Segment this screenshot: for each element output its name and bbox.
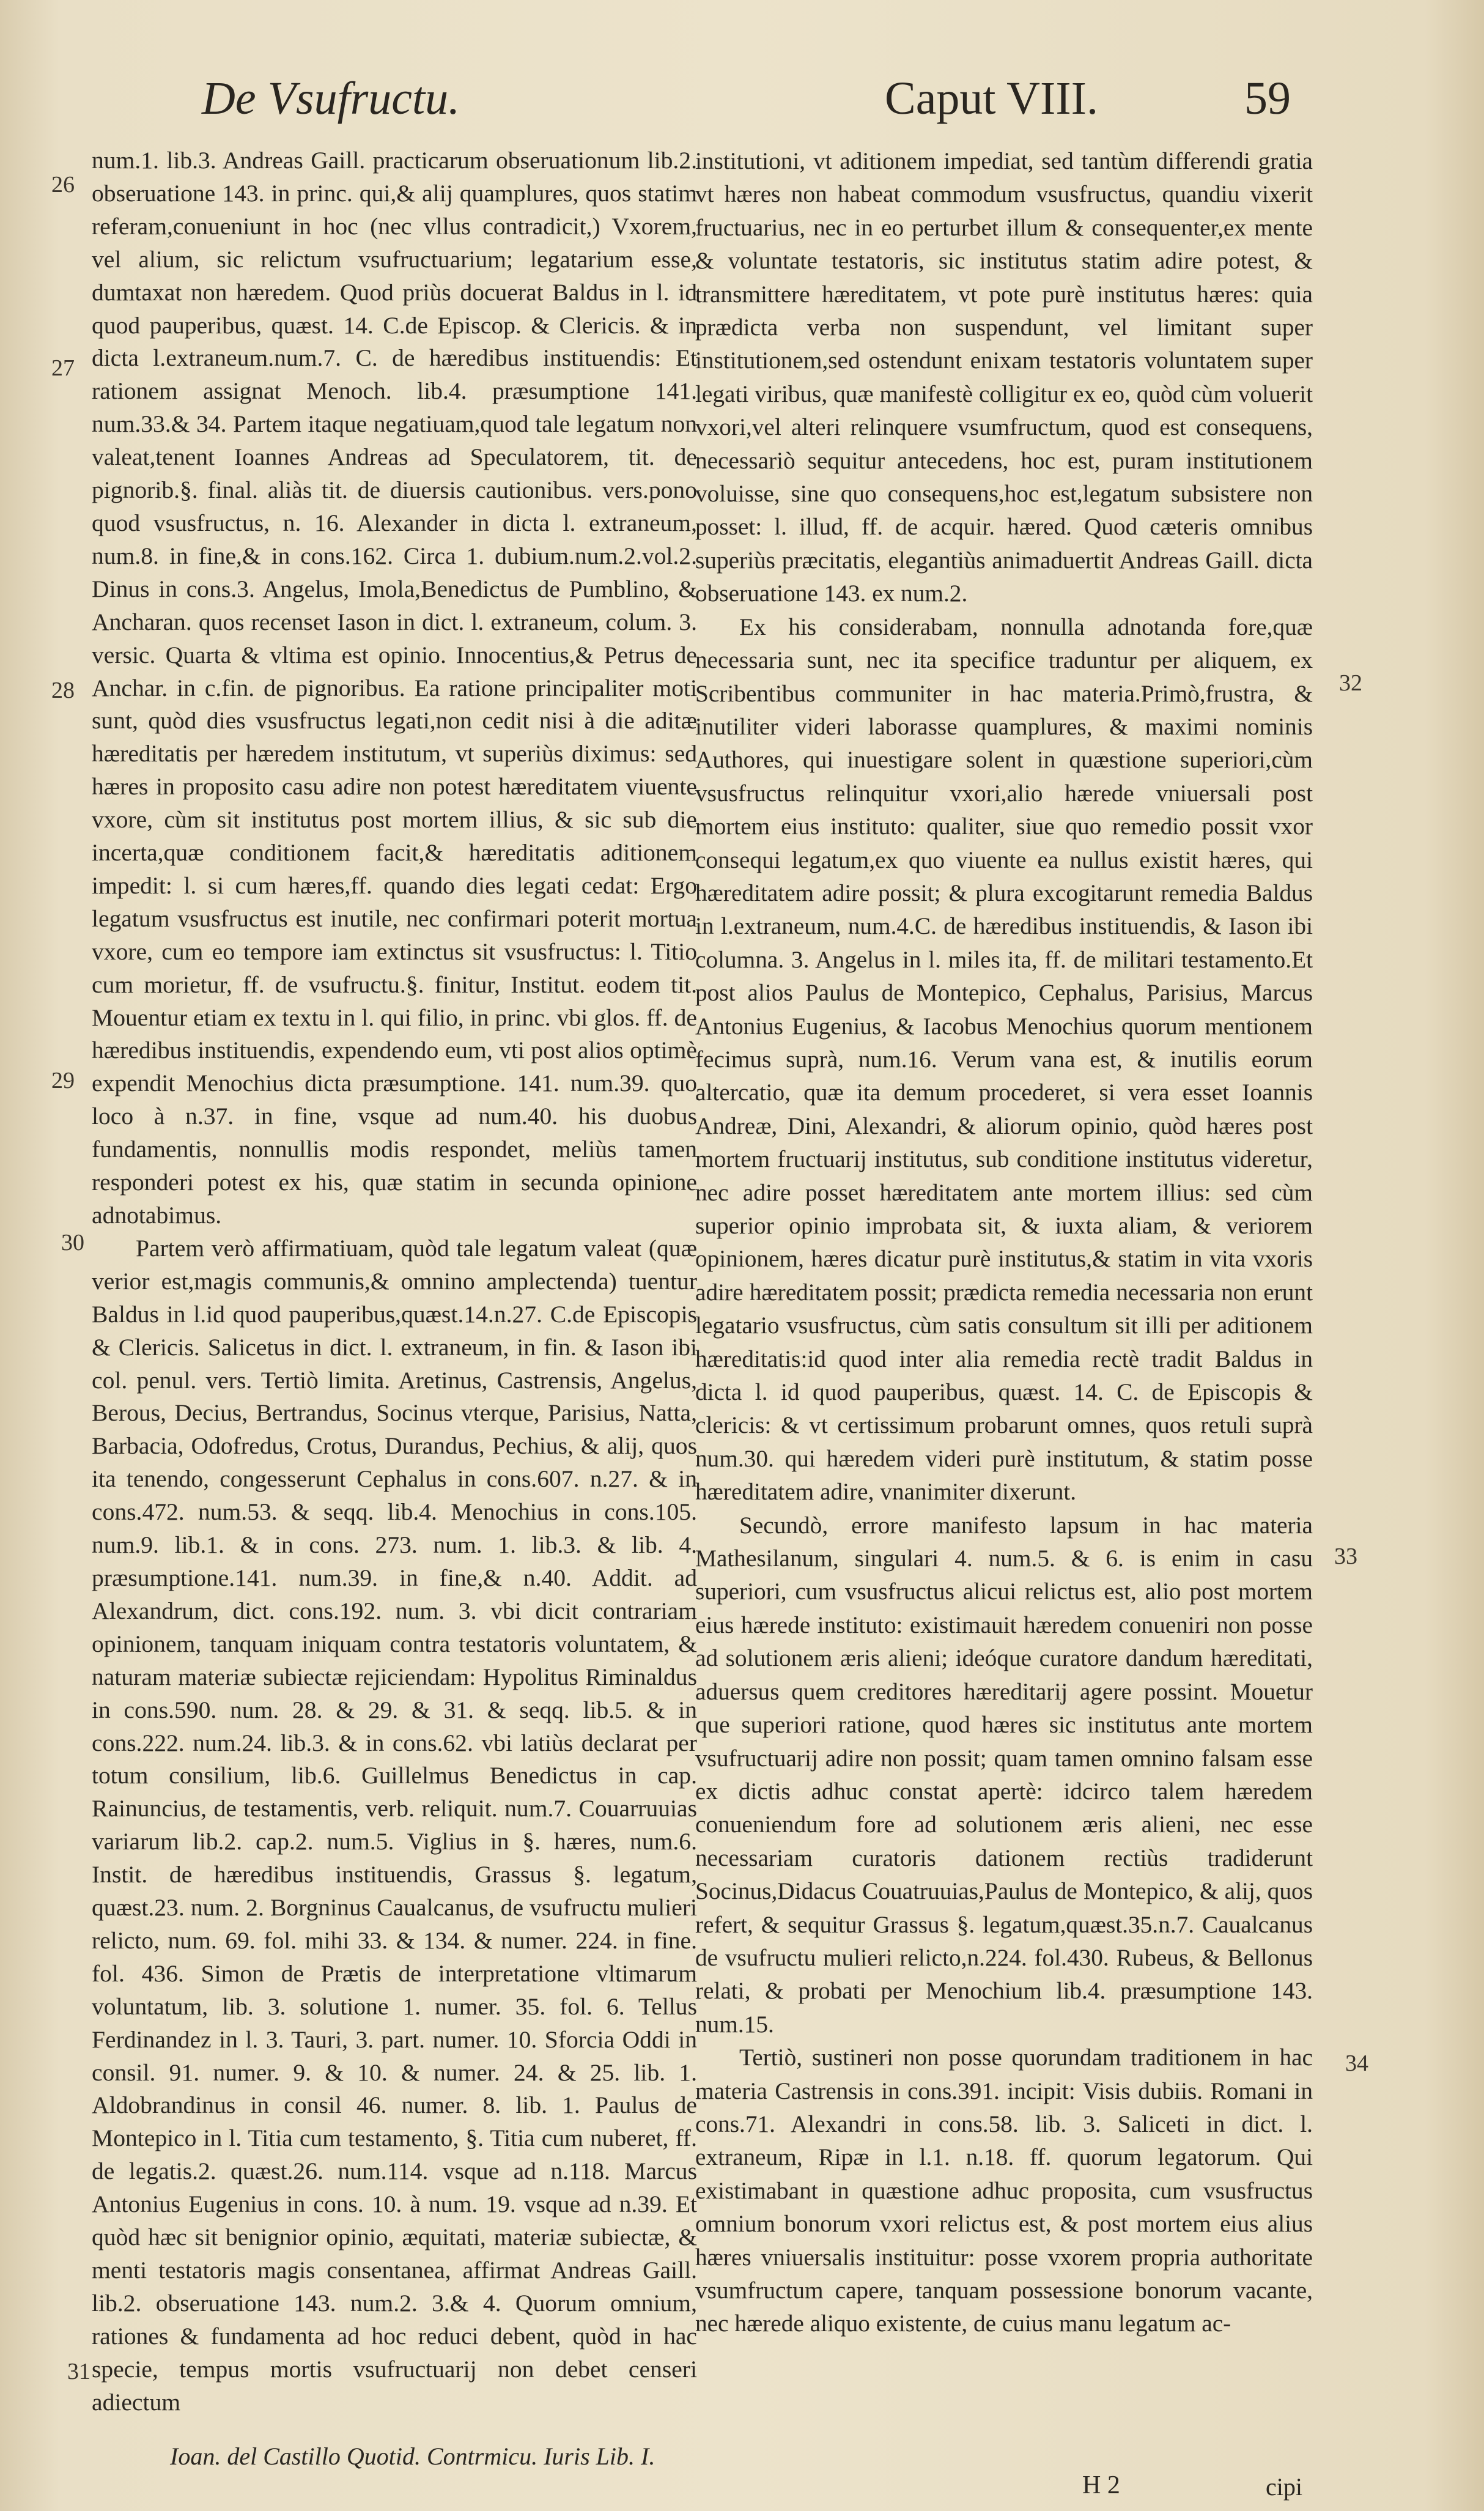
margin-number: 31	[67, 2359, 90, 2384]
page-number: 59	[1244, 73, 1291, 124]
paragraph: Ex his considerabam, nonnulla adnotanda fore,quæ necessaria sunt, nec ita specifice traduntur per aliquem, ex Scribentibus communiter in hac materia.Primò,frustra, & inutiliter videri laborasse quamplures, & maximi nominis Authores, qui inuestigare solent in quæstione superiori,cùm vsusfructus relinquitur vxori,alio hærede vniuersali post mortem eius instituto: qualiter, siue quo remedio possit vxor consequi legatum,ex quo viuente ea nullus existit hæres, qui hæreditatem adire possit; & plura excogitarunt remedia Baldus in l.extraneum, num.4.C. de hæredibus instituendis, & Iason ibi columna. 3. Angelus in l. miles ita, ff. de militari testamento.Et post alios Paulus de Montepico, Cephalus, Parisius, Marcus Antonius Eugenius, & Iacobus Menochius quorum mentionem fecimus suprà, num.16. Verum vana est, & inutilis eorum altercatio, quæ ita demum procederet, si vera esset Ioannis Andreæ, Dini, Alexandri, & aliorum opinio, quòd hæres post mortem fructuarij institutus, sub conditione institutus videretur, nec adire posset hæreditatem ante mortem illius: sed cùm superior opinio improbata sit, & iuxta aliam, & veriorem opinionem, hæres dicatur purè institutus,& statim in vita vxoris adire hæreditatem possit; prædicta remedia necessaria non erunt legatario vsusfructus, cùm satis consultum sit illi per aditionem hæreditatis:id quod inter alia remedia rectè tradit Baldus in dicta l. id quod pauperibus, quæst. 14. C. de Episcopis & clericis: & vt certissimum probarunt omnes, quos retuli suprà num.30. qui hæredem videri purè institutum, & statim posse hæreditatem adire, vnanimiter dixerunt.	[695, 613, 1313, 1506]
paragraph: Tertiò, sustineri non posse quorundam traditionem in hac materia Castrensis in cons.391. incipit: Visis dubiis. Romani in cons.71. Alexandri in cons.58. lib. 3. Saliceti in dict. l. extraneum, Ripæ in l.1. n.18. ff. quorum legatorum. Qui existimabant in quæstione adhuc proposita, cum vsusfructus omnium bonorum vxori relictus est, & post mortem eius alius hæres vniuersalis instituitur: posse vxorem propria authoritate vsumfructum capere, tanquam possessione bonorum vacante, nec hærede aliquo existente, de cuius manu legatum ac-	[695, 2044, 1313, 2337]
right-column	[695, 144, 1313, 2340]
margin-number: 33	[1334, 1544, 1357, 1569]
paragraph: Partem verò affirmatiuam, quòd tale legatum valeat (quæ verior est,magis communis,& omnino amplectenda) tuentur Baldus in l.id quod pauperibus,quæst.14.n.27. C.de Episcopis & Clericis. Salicetus in dict. l. extraneum, in fin. & Iason ibi col. penul. vers. Tertiò limita. Aretinus, Castrensis, Angelus, Berous, Decius, Bertrandus, Socinus vterque, Parisius, Natta, Barbacia, Odofredus, Crotus, Durandus, Pechius, & alij, quos ita tenendo, congesserunt Cephalus in cons.607. n.27. & in cons.472. num.53. & seqq. lib.4. Menochius in cons.105. num.9. lib.1. & in cons. 273. num. 1. lib.3. & lib. 4. præsumptione.141. num.39. in fine,& n.40. Addit. ad Alexandrum, dict. cons.192. num. 3. vbi dicit contrariam opinionem, tanquam iniquam contra testatoris voluntatem, & naturam materiæ subiectæ rejiciendam: Hypolitus Riminaldus in cons.590. num. 28. & 29. & 31. & seqq. lib.5. & in cons.222. num.24. lib.3. & in cons.62. vbi latiùs declarat per totum consilium, lib.6. Guillelmus Benedictus in cap. Rainuncius, de testamentis, verb. reliquit. num.7. Couarruuias variarum lib.2. cap.2. num.5. Viglius in §. hæres, num.6. Instit. de hæredibus instituendis, Grassus §. legatum, quæst.23. num. 2. Borgninus Caualcanus, de vsufructu mulieri relicto, num. 69. fol. mihi 33. & 134. & numer. 224. in fine. fol. 436. Simon de Prætis de interpretatione vltimarum voluntatum, lib. 3. solutione 1. numer. 35. fol. 6. Tellus Ferdinandez in l. 3. Tauri, 3. part. numer. 10. Sforcia Oddi in consil. 91. numer. 9. & 10. & numer. 24. & 25. lib. 1. Aldobrandinus in consil 46. numer. 8. lib. 1. Paulus de Montepico in l. Titia cum testamento, §. Titia cum nuberet, ff. de legatis.2. quæst.26. num.114. vsque ad n.118. Marcus Antonius Eugenius in cons. 10. à num. 19. vsque ad n.39. Et quòd hæc sit benignior opinio, æquitati, materiæ subiectæ, & menti testatoris magis consentanea, affirmat Andreas Gaill. lib.2. obseruatione 143. num.2. 3.& 4. Quorum omnium, rationes & fundamenta ad hoc reduci debent, quòd in hac specie, tempus mortis vsufructuarij non debet censeri adiectum	[92, 1234, 697, 2416]
margin-number: 34	[1345, 2051, 1368, 2076]
running-head-title: De Vsufructu.	[202, 73, 460, 124]
paragraph: institutioni, vt aditionem impediat, sed tantùm differendi gratia vt hæres non habeat commodum vsusfructus, quandiu vixerit fructuarius, nec in eo perturbet illum & consequenter,ex mente & voluntate testatoris, sic institutus statim adire potest, & transmittere hæreditatem, vt pote purè institutus hæres: quia prædicta verba non suspendunt, vel limitant super institutionem,sed ostendunt enixam testatoris voluntatem super legati viribus, quæ manifestè colligitur ex eo, quòd cùm voluerit vxori,vel alteri relinquere vsumfructum, quod est consequens, necessariò sequitur antecedens, hoc est, puram institutionem voluisse, sine quo consequens,hoc est,legatum subsistere non posset: l. illud, ff. de acquir. hæred. Quod cæteris omnibus superiùs præcitatis, elegantiùs animaduertit Andreas Gaill. dicta obseruatione 143. ex num.2.	[695, 147, 1313, 607]
margin-number: 32	[1339, 670, 1362, 696]
margin-number: 29	[51, 1068, 75, 1093]
left-column	[92, 144, 697, 2419]
margin-number: 30	[61, 1230, 84, 1256]
footer-running-text: Ioan. del Castillo Quotid. Contrmicu. Iuris Lib. I.	[170, 2443, 655, 2470]
signature-mark: H 2	[1082, 2471, 1120, 2499]
paragraph: num.1. lib.3. Andreas Gaill. practicarum obseruationum lib.2. obseruatione 143. in princ. qui,& alij quamplures, quos statim referam,conueniunt in hoc (nec vllus contradicit,) Vxorem, vel alium, sic relictum vsufructuarium; legatarium esse, dumtaxat non hæredem. Quod priùs docuerat Baldus in l. id quod pauperibus, quæst. 14. C.de Episcop. & Clericis. & in dicta l.extraneum.num.7. C. de hæredibus instituendis: Et rationem assignat Menoch. lib.4. præsumptione 141. num.33.& 34. Partem itaque negatiuam,quod tale legatum non valeat,tenent Ioannes Andreas ad Speculatorem, tit. de pignorib.§. final. aliàs tit. de diuersis cautionibus. vers.pono quod vsusfructus, n. 16. Alexander in dicta l. extraneum, num.8. in fine,& in cons.162. Circa 1. dubium.num.2.vol.2. Dinus in cons.3. Angelus, Imola,Benedictus de Pumblino, & Ancharan. quos recenset Iason in dict. l. extraneum, colum. 3. versic. Quarta & vltima est opinio. Innocentius,& Petrus de Anchar. in c.fin. de pignoribus. Ea ratione principaliter moti sunt, quòd dies vsusfructus legati,non cedit nisi à die aditæ hæreditatis per hæredem institutum, vt superiùs diximus: sed hæres in proposito casu adire non potest hæreditatem viuente vxore, cùm sit institutus post mortem illius, & sic sub die incerta,quæ conditionem facit,& hæreditatis aditionem impedit: l. si cum hæres,ff. quando dies legati cedat: Ergo legatum vsusfructus est inutile, nec confirmari poterit mortua vxore, cum eo tempore iam extinctus sit vsusfructus: l. Titio cum morietur, ff. de vsufructu.§. finitur, Institut. eodem tit. Mouentur etiam ex textu in l. qui filio, in princ. vbi glos. ff. de hæredibus instituendis, expendendo eum, vti post alios optimè expendit Menochius dicta præsumptione. 141. num.39. quo loco à n.37. in fine, vsque ad num.40. his duobus fundamentis, nonnullis modis respondet, meliùs tamen responderi potest ex his, quæ statim in secunda opinione adnotabimus.	[92, 147, 697, 1229]
paragraph: Secundò, errore manifesto lapsum in hac materia Mathesilanum, singulari 4. num.5. & 6. is enim in casu superiori, cum vsusfructus alicui relictus est, alio post mortem eius hærede instituto: existimauit hæredem conueniri non posse ad solutionem æris alieni; ideóque curatore dandum hæreditati, aduersus quem creditores hæreditarij agere possint. Mouetur que superiori ratione, quod hæres sic institutus ante mortem vsufructuarij adire non possit; quam tamen omnino falsam esse ex dictis adhuc constat apertè: idcirco talem hæredem conueniendum fore ad solutionem æris alieni, nec esse necessariam curatoris dationem rectiùs tradiderunt Socinus,Didacus Couatruuias,Paulus de Montepico, & alij, quos refert, & sequitur Grassus §. legatum,quæst.35.n.7. Caualcanus de vsufructu mulieri relicto,n.224. fol.430. Rubeus, & Bellonus relati, & probati per Menochium lib.4. præsumptione 143. num.15.	[695, 1511, 1313, 2038]
margin-number: 26	[51, 172, 75, 198]
catchword: cipi	[1266, 2473, 1302, 2501]
margin-number: 28	[51, 678, 75, 703]
chapter-heading: Caput VIII.	[885, 73, 1098, 124]
margin-number: 27	[51, 355, 75, 381]
